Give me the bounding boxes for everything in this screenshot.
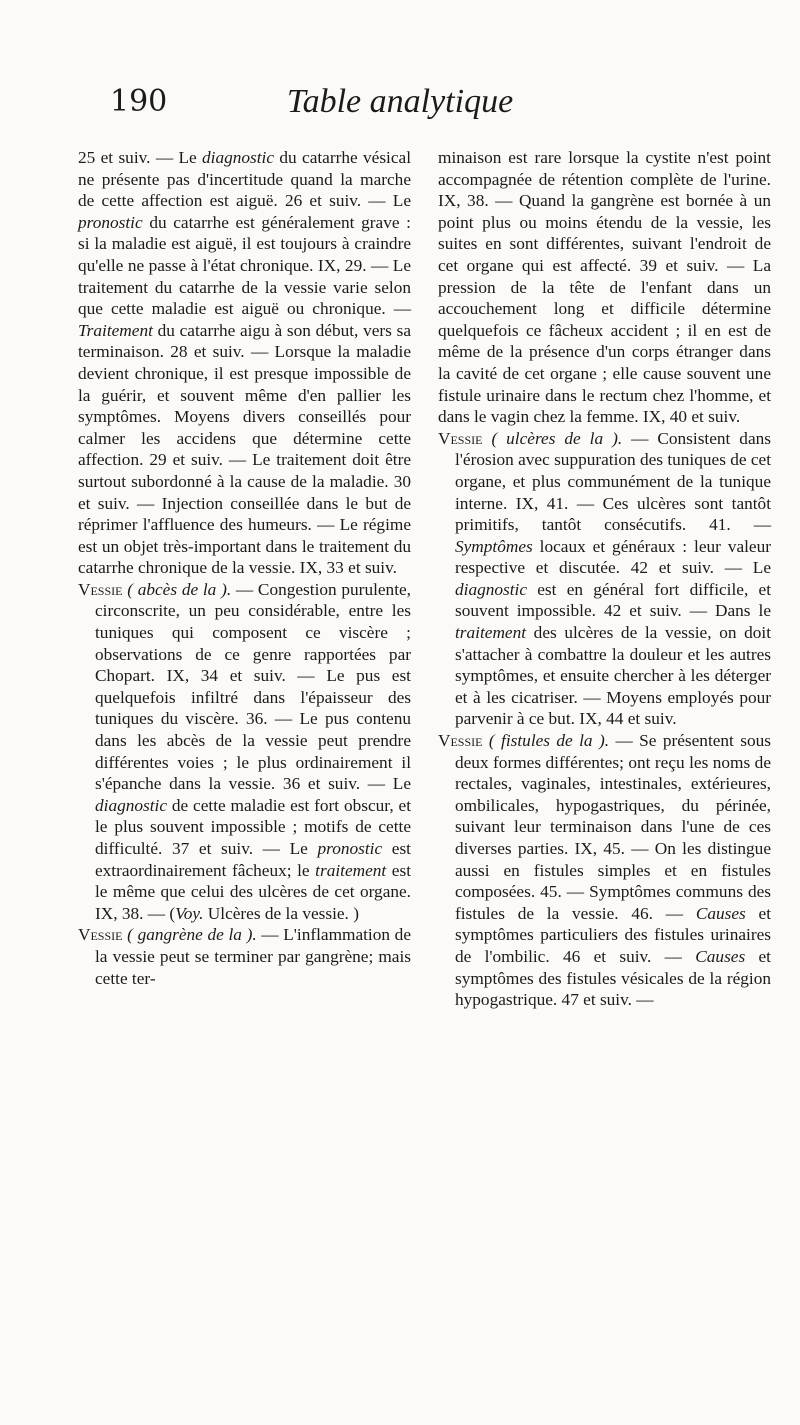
text-run: est extraordinairement fâcheux; le xyxy=(95,839,411,880)
text-run: des ulcères de la vessie, on doit s'attacher à combattre la douleur et les autres symptômes, et ensuite chercher à les déterger et à les cicatriser. — Moyens employés pour parvenir à ce but. IX, 44 et suiv. xyxy=(455,623,771,729)
entry-vessie-fistules xyxy=(438,730,771,1011)
entry-vessie-ulceres xyxy=(438,428,771,730)
italic-run: ( ulcères de la ). xyxy=(491,428,623,448)
text-run: du catarrhe est généralement grave : si la maladie est aiguë, il est toujours à craindre qu'elle ne passe à l'état chronique. IX, 29. — Le traitement du catarrhe de la vessie varie selon que cette maladie est aiguë ou chronique. — xyxy=(78,212,411,319)
page-header xyxy=(0,82,800,132)
text-run: et symptômes des fistules vésicales de la région hypogastrique. 47 et suiv. — xyxy=(455,946,771,1010)
text-run: — Consistent dans l'érosion avec suppuration des tuniques de cet organe, et plus communément de la tunique interne. IX, 41. — Ces ulcères sont tantôt primitifs, tantôt consécutifs. 41. — xyxy=(455,428,772,535)
italic-run: ( fistules de la ). xyxy=(488,731,610,751)
paragraph xyxy=(78,924,411,989)
italic-run: Voy. xyxy=(175,903,204,923)
text-run: locaux et généraux : leur valeur respective et discutée. 42 et suiv. — Le xyxy=(455,536,771,578)
text-run: 25 et suiv. — Le xyxy=(78,148,203,167)
entry-catarrhe-continued xyxy=(78,147,411,579)
italic-run: ( abcès de la ). xyxy=(127,579,232,599)
italic-run: Causes xyxy=(695,903,746,923)
entry-vessie-gangrene xyxy=(78,924,411,989)
entry-gangrene-continued xyxy=(438,147,771,428)
running-title: Table analytique xyxy=(286,83,514,120)
entry-vessie-abces xyxy=(78,579,411,925)
text-run: et symptômes particuliers des fistules urinaires de l'ombilic. 46 et suiv. — xyxy=(455,903,771,966)
italic-run: diagnostic xyxy=(95,795,168,815)
text-run: — Congestion purulente, circonscrite, un peu considérable, entre les tuniques qui composent ce viscère ; observations de ce genre rapportées par Chopart. IX, 34 et suiv. — Le pus est quelquefois infiltré dans l'épaisseur des tuniques du viscère. 36. — Le pus contenu dans les abcès de la vessie peut prendre différentes voies ; le plus ordinairement il s'épanche dans la vessie. 36 et suiv. — Le xyxy=(95,579,411,794)
text-run: du catarrhe vésical ne présente pas d'incertitude quand la marche de cette affection est aiguë. 26 et suiv. — Le xyxy=(78,148,411,211)
italic-run: Traitement xyxy=(78,320,153,340)
text-run: — Se présentent sous deux formes différentes; ont reçu les noms de rectales, vaginales, intestinales, extérieures, ombilicales, hypogastriques, du périnée, suivant leur terminaison dans l'une de ces diverses parties. IX, 45. — On les distingue aussi en fistules simples et en fistules composées. 45. — Symptômes communs des fistules de la vessie. 46. — xyxy=(455,731,771,923)
italic-run: Causes xyxy=(695,946,746,966)
text-run: du catarrhe aigu à son début, vers sa terminaison. 28 et suiv. — Lorsque la maladie devient chronique, il est presque impossible de la guérir, et souvent même d'en pallier les symptômes. Moyens divers conseillés pour calmer les accidens que détermine cette affection. 29 et suiv. — Le traitement doit être surtout subordonné à la cause de la maladie. 30 et suiv. — Injection conseillée dans le but de réprimer l'affluence des humeurs. — Le régime est un objet très-important dans le traitement du catarrhe chronique de la vessie. IX, 33 et suiv. xyxy=(78,320,411,578)
text-run: est en général fort difficile, et souvent impossible. 42 et suiv. — Dans le xyxy=(455,579,771,621)
italic-run: Symptômes xyxy=(455,536,533,556)
text-run: minaison est rare lorsque la cystite n'est point accompagnée de rétention complète de l'urine. IX, 38. — Quand la gangrène est bornée à un point plus ou moins étendu de la vessie, les suites en sont différentes, suivant l'endroit de cet organe qui est affecté. 39 et suiv. — La pression de la tête de l'enfant dans un accouchement long et difficile détermine quelquefois ce fâcheux accident ; il en est de même de la présence d'un corps étranger dans la cavité de cet organe ; elle cause souvent une fistule urinaire dans le rectum chez l'homme, et dans le vagin chez la femme. IX, 40 et suiv. xyxy=(438,148,771,427)
italic-run: traitement xyxy=(315,860,387,880)
text-run: de cette maladie est fort obscur, et le plus souvent impossible ; motifs de cette difficulté. 37 et suiv. — Le xyxy=(95,795,411,858)
entry-headword: Vessie xyxy=(438,428,483,448)
italic-run: traitement xyxy=(455,623,527,643)
paragraph xyxy=(78,147,411,579)
paragraph xyxy=(78,579,411,925)
paragraph xyxy=(438,730,771,1011)
right-column xyxy=(438,147,771,1011)
paragraph xyxy=(438,147,771,428)
entry-headword: Vessie xyxy=(78,925,123,945)
italic-run: diagnostic xyxy=(202,148,275,167)
text-run: — L'inflammation de la vessie peut se terminer par gangrène; mais cette ter- xyxy=(95,925,411,988)
page-number: 190 xyxy=(110,84,168,119)
entry-headword: Vessie xyxy=(438,731,483,751)
left-column xyxy=(78,147,411,989)
entry-headword: Vessie xyxy=(78,579,123,599)
text-run: Ulcères de la vessie. ) xyxy=(203,903,359,923)
text-run: est le même que celui des ulcères de cet organe. IX, 38. — ( xyxy=(95,860,411,923)
italic-run: pronostic xyxy=(78,212,143,232)
italic-run: pronostic xyxy=(317,839,383,858)
italic-run: ( gangrène de la ). xyxy=(127,925,257,945)
paragraph xyxy=(438,428,771,730)
italic-run: diagnostic xyxy=(455,579,528,599)
